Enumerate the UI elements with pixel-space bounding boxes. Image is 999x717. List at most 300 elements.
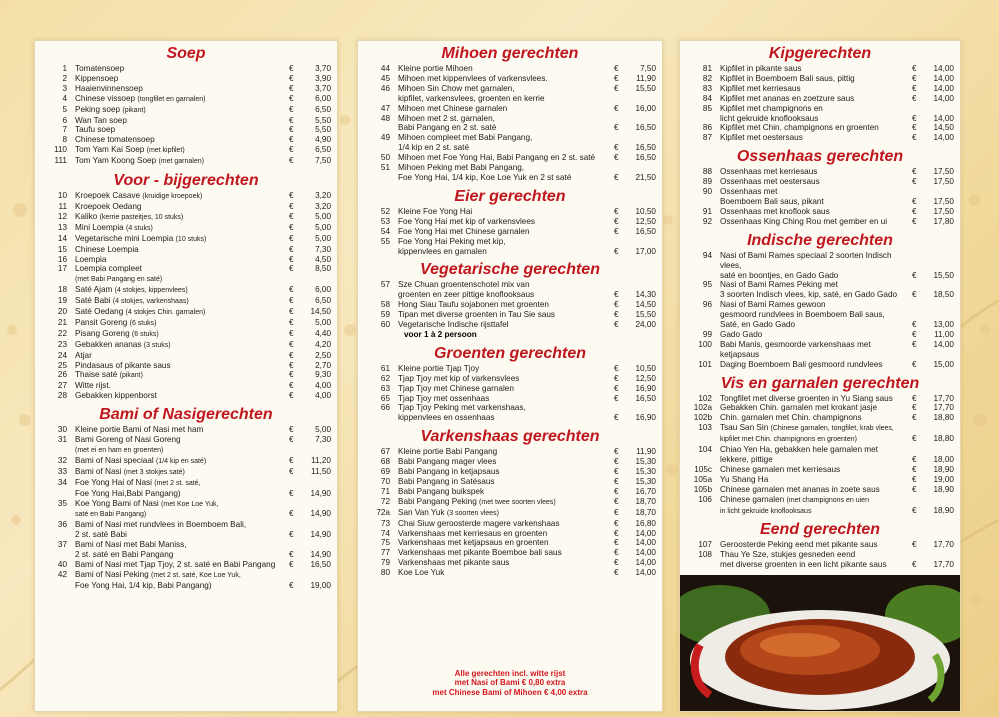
currency-symbol: € xyxy=(614,246,619,256)
item-name xyxy=(720,434,912,445)
item-name xyxy=(720,540,912,550)
item-name xyxy=(398,290,614,300)
item-number: 58 xyxy=(380,300,390,310)
item-name-text: Kleine portie Tjap Tjoy xyxy=(398,363,480,373)
item-name xyxy=(75,234,289,245)
item-price: 14,00 xyxy=(933,83,954,93)
menu-item-row xyxy=(41,105,331,116)
menu-item-row xyxy=(686,330,954,340)
item-name-text: Thaise saté xyxy=(75,370,118,380)
currency-symbol: € xyxy=(614,363,619,373)
menu-column-1 xyxy=(34,40,338,712)
item-number: 6 xyxy=(62,115,67,125)
item-name-text: Foe Yong Hai of Nasi xyxy=(75,477,152,487)
section-title: Mihoen gerechten xyxy=(441,45,579,62)
currency-symbol: € xyxy=(912,403,917,413)
item-name xyxy=(720,506,912,517)
menu-item-row xyxy=(41,116,331,126)
item-name-text: Kippensoep xyxy=(75,73,119,83)
item-name xyxy=(75,391,289,401)
item-name-text: Kaliko xyxy=(75,211,98,221)
item-name-text: Babi Pangang en 2 st. saté xyxy=(398,123,497,133)
menu-item-row xyxy=(364,300,656,310)
item-name xyxy=(398,519,614,529)
currency-symbol: € xyxy=(912,560,917,570)
item-number: 31 xyxy=(57,435,67,445)
item-name-text: Kipfilet met Chin. champignons en groenten xyxy=(720,123,879,133)
item-name xyxy=(398,143,614,153)
item-name xyxy=(720,64,912,74)
currency-symbol: € xyxy=(912,434,917,444)
menu-item-row xyxy=(364,64,656,74)
item-price: 12,50 xyxy=(635,216,656,226)
item-number: 48 xyxy=(380,113,390,123)
item-price: 10,50 xyxy=(635,363,656,373)
menu-item-row xyxy=(686,290,954,300)
item-name xyxy=(398,123,614,133)
item-name-text: Peking soep xyxy=(75,104,121,114)
item-description: (pikant) xyxy=(119,372,143,380)
menu-item-row xyxy=(364,538,656,548)
item-price: 3,70 xyxy=(315,64,331,73)
menu-item-row xyxy=(41,274,331,285)
menu-item-row xyxy=(364,94,656,104)
currency-symbol: € xyxy=(614,64,619,73)
item-number: 106 xyxy=(698,494,712,504)
currency-symbol: € xyxy=(289,135,294,145)
currency-symbol: € xyxy=(912,413,917,423)
item-name xyxy=(398,538,614,548)
menu-item-row xyxy=(41,435,331,445)
section-title: Eier gerechten xyxy=(454,187,566,205)
item-price: 11,20 xyxy=(311,455,331,465)
item-name xyxy=(720,403,912,413)
item-price: 14,00 xyxy=(933,93,954,103)
item-number: 67 xyxy=(380,447,390,457)
item-name-text: Tomatensoep xyxy=(75,64,125,73)
menu-section xyxy=(41,171,331,405)
menu-item-row xyxy=(364,133,656,143)
menu-section xyxy=(41,405,331,595)
item-name-text: Saté, en Gado Gado xyxy=(720,320,796,330)
item-price: 2,50 xyxy=(315,350,331,360)
menu-item-row xyxy=(364,558,656,568)
menu-item-row xyxy=(686,104,954,114)
item-number: 14 xyxy=(57,233,67,243)
item-price: 3,20 xyxy=(315,191,331,201)
item-description: (3 soorten vlees) xyxy=(446,509,500,517)
item-name-text: Chai Siuw geroosterde magere varkenshaas xyxy=(398,518,560,528)
section-title: Groenten gerechten xyxy=(433,344,587,362)
item-name xyxy=(720,114,912,124)
item-name xyxy=(720,104,912,114)
item-description: (met Babi Pangang en saté) xyxy=(75,276,163,284)
menu-item-row xyxy=(41,540,331,550)
item-name-text: Kleine portie Babi Pangang xyxy=(398,447,498,457)
item-price: 14,00 xyxy=(933,133,954,143)
item-name-text: Kleine portie Bami of Nasi met ham xyxy=(75,425,204,435)
item-number: 101 xyxy=(698,359,712,369)
menu-item-row xyxy=(364,163,656,173)
item-number: 92 xyxy=(702,216,712,226)
menu-section xyxy=(686,44,954,147)
item-number: 44 xyxy=(380,64,390,73)
currency-symbol: € xyxy=(289,317,294,327)
currency-symbol: € xyxy=(289,370,294,380)
item-name xyxy=(75,64,289,74)
item-number: 80 xyxy=(380,568,390,578)
item-name-text: Foe Yong Hai met kip of varkensvlees xyxy=(398,216,535,226)
currency-symbol: € xyxy=(289,488,294,498)
currency-symbol: € xyxy=(289,115,294,125)
currency-symbol: € xyxy=(289,381,294,391)
menu-item-row xyxy=(686,64,954,74)
item-price: 4,00 xyxy=(315,381,331,391)
menu-item-row xyxy=(364,403,656,413)
currency-symbol: € xyxy=(614,83,619,93)
currency-symbol: € xyxy=(289,425,294,435)
item-name xyxy=(720,560,912,570)
item-number: 105c xyxy=(694,464,712,474)
menu-item-row xyxy=(364,529,656,539)
currency-symbol: € xyxy=(289,233,294,243)
currency-symbol: € xyxy=(289,328,294,338)
menu-item-row xyxy=(686,133,954,143)
menu-item-row xyxy=(364,310,656,320)
item-price: 6,50 xyxy=(315,104,331,114)
item-name-text: licht gekruide knoflooksaus xyxy=(720,113,819,123)
item-price: 15,30 xyxy=(635,467,656,477)
item-name xyxy=(75,264,289,274)
item-price: 5,00 xyxy=(315,233,331,243)
item-number: 12 xyxy=(57,211,67,221)
item-price: 5,00 xyxy=(315,317,331,327)
item-name xyxy=(720,84,912,94)
item-name xyxy=(398,508,614,519)
currency-symbol: € xyxy=(289,73,294,83)
item-number: 65 xyxy=(380,393,390,403)
menu-item-row xyxy=(364,153,656,163)
currency-symbol: € xyxy=(912,73,917,83)
item-number: 51 xyxy=(380,163,390,173)
menu-item-row xyxy=(41,489,331,499)
item-number: 102 xyxy=(698,393,712,403)
item-name-text: Varkenshaas met pikante Boemboe bali saus xyxy=(398,548,562,558)
item-number: 105b xyxy=(693,484,712,494)
item-name xyxy=(398,280,614,290)
item-name xyxy=(720,340,912,360)
item-price: 16,50 xyxy=(635,393,656,403)
item-name-text: Ossenhaas met kerriesaus xyxy=(720,167,818,177)
item-name-text: Pansit Goreng xyxy=(75,317,128,327)
item-name-text: Foe Yong Hai Peking met kip, xyxy=(398,236,506,246)
item-name xyxy=(75,581,289,591)
item-number: 52 xyxy=(380,206,390,216)
item-description: (4 stuks) xyxy=(125,224,153,232)
item-name xyxy=(398,548,614,558)
item-name xyxy=(720,394,912,404)
menu-item-row xyxy=(41,550,331,560)
currency-symbol: € xyxy=(289,466,294,476)
menu-item-row xyxy=(686,300,954,310)
item-name xyxy=(75,135,289,145)
item-name-text: Mihoen met kippenvlees of varkensvlees. xyxy=(398,73,548,83)
item-name xyxy=(398,467,614,477)
item-name xyxy=(75,520,289,530)
menu-item-row xyxy=(686,310,954,320)
item-number: 23 xyxy=(57,339,67,349)
menu-item-row xyxy=(686,114,954,124)
item-name xyxy=(75,94,289,105)
menu-item-row xyxy=(686,74,954,84)
item-name xyxy=(398,529,614,539)
item-name-text: San Van Yuk xyxy=(398,507,445,517)
item-number: 74 xyxy=(380,528,390,538)
item-name-text: Bami of Nasi xyxy=(75,466,122,476)
menu-item-row xyxy=(364,457,656,467)
currency-symbol: € xyxy=(614,320,619,330)
currency-symbol: € xyxy=(912,167,917,177)
currency-symbol: € xyxy=(614,73,619,83)
currency-symbol: € xyxy=(614,206,619,216)
item-name xyxy=(398,457,614,467)
item-name-text: Nasi of Bami Rames speciaal 2 soorten Indisch vlees, xyxy=(720,250,892,270)
item-price: 14,00 xyxy=(635,558,656,568)
item-name-text: Tipan met diverse groenten in Tau Sie saus xyxy=(398,310,556,320)
item-number: 2 xyxy=(62,73,67,83)
menu-item-row xyxy=(41,570,331,581)
menu-item-row xyxy=(686,123,954,133)
item-number: 30 xyxy=(57,425,67,435)
item-name-text: Mihoen Peking met Babi Pangang, xyxy=(398,163,525,173)
currency-symbol: € xyxy=(912,196,917,206)
currency-symbol: € xyxy=(289,509,294,519)
item-name-text: Babi Pangang in Satésaus xyxy=(398,477,495,486)
menu-item-row xyxy=(686,167,954,177)
section-title: Bami of Nasigerechten xyxy=(99,406,273,424)
item-name-text: Tongfilet met diverse groenten in Yu Siang saus xyxy=(720,393,893,403)
menu-column-2 xyxy=(357,40,663,712)
item-number: 88 xyxy=(702,167,712,177)
item-price: 16,50 xyxy=(310,559,331,569)
item-name-text: Chin. garnalen met Chin. champignons xyxy=(720,413,862,423)
menu-item-row xyxy=(41,425,331,435)
item-name xyxy=(75,223,289,234)
menu-item-row xyxy=(364,123,656,133)
item-name-text: Babi Pangang Peking xyxy=(398,496,477,506)
item-description: (met 3 stokjes saté) xyxy=(123,468,185,476)
currency-symbol: € xyxy=(289,285,294,295)
item-name xyxy=(720,187,912,197)
menu-item-row xyxy=(364,568,656,578)
item-number: 42 xyxy=(57,569,67,579)
item-name-text: Chiao Yen Ha, gebakken hele garnalen met xyxy=(720,445,878,455)
menu-item-row xyxy=(41,74,331,84)
menu-item-row xyxy=(364,477,656,487)
item-name xyxy=(720,485,912,495)
item-price: 4,40 xyxy=(315,328,331,338)
item-name xyxy=(720,167,912,177)
currency-symbol: € xyxy=(912,216,917,226)
item-name-text: Tjap Tjoy met kip of varkensvlees xyxy=(398,373,520,383)
item-name-text: Bami of Nasi met Tjap Tjoy, 2 st. saté en Babi Pangang xyxy=(75,559,276,569)
item-number: 85 xyxy=(702,103,712,113)
currency-symbol: € xyxy=(614,538,619,548)
item-price: 8,50 xyxy=(315,264,331,274)
menu-item-row xyxy=(364,290,656,300)
currency-symbol: € xyxy=(289,191,294,201)
item-name xyxy=(720,74,912,84)
item-number: 32 xyxy=(57,455,67,465)
item-price: 16,00 xyxy=(635,103,656,113)
menu-item-row xyxy=(364,548,656,558)
item-name-text: Varkenshaas met ketjapsaus en groenten xyxy=(398,538,549,548)
item-price: 17,80 xyxy=(933,216,954,226)
item-name-text: Hong Siau Taufu sojabonen met groenten xyxy=(398,300,549,310)
item-name-text: Bami of Nasi met Babi Maniss, xyxy=(75,540,187,550)
item-name xyxy=(720,94,912,104)
item-name-text: Kroepoek Casave xyxy=(75,191,141,201)
item-name xyxy=(75,540,289,550)
item-number: 26 xyxy=(57,370,67,380)
item-name-text: Boemboem Bali saus, pikant xyxy=(720,196,824,206)
item-name xyxy=(75,560,289,570)
item-name-text: gesmoord rundvlees in Boemboem Bali saus, xyxy=(720,310,885,320)
item-name xyxy=(75,145,289,156)
item-price: 14,00 xyxy=(635,548,656,558)
item-number: 87 xyxy=(702,133,712,143)
item-price: 15,50 xyxy=(635,83,656,93)
item-price: 7,50 xyxy=(640,64,656,73)
item-name-text: Bami of Nasi Peking xyxy=(75,569,149,579)
item-name-text: Wan Tan soep xyxy=(75,115,127,125)
rice-footnote xyxy=(358,669,662,698)
item-number: 82 xyxy=(702,73,712,83)
item-number: 7 xyxy=(62,125,67,135)
item-name-text: Bami of Nasi met rundvlees in Boemboem Bali, xyxy=(75,520,247,530)
item-number: 10 xyxy=(57,191,67,201)
item-price: 6,50 xyxy=(315,296,331,306)
menu-item-row xyxy=(41,478,331,489)
item-name-text: lekkere, pittige xyxy=(720,455,773,464)
item-price: 14,00 xyxy=(933,73,954,83)
currency-symbol: € xyxy=(614,310,619,320)
menu-item-row xyxy=(686,340,954,360)
item-name-text: Mihoen compleet met Babi Pangang, xyxy=(398,133,533,143)
item-description: (4 stokjes, kippenvlees) xyxy=(114,287,188,295)
item-name-text: Bami Goreng of Nasi Goreng xyxy=(75,435,181,445)
footnote-line: met Nasi of Bami € 0,80 extra xyxy=(454,678,566,687)
section-spacer xyxy=(686,570,954,574)
menu-item-row xyxy=(364,413,656,423)
item-number: 3 xyxy=(62,83,67,93)
item-name xyxy=(75,329,289,340)
item-price: 18,90 xyxy=(933,505,954,515)
currency-symbol: € xyxy=(912,270,917,280)
currency-symbol: € xyxy=(912,359,917,369)
item-number: 90 xyxy=(702,187,712,197)
menu-item-row xyxy=(364,364,656,374)
item-description: (met Koe Loe Yuk, xyxy=(161,500,219,508)
currency-symbol: € xyxy=(912,339,917,349)
item-name xyxy=(75,255,289,265)
item-number: 79 xyxy=(380,558,390,568)
currency-symbol: € xyxy=(289,435,294,445)
item-name-text: Mihoen Sin Chow met garnalen, xyxy=(398,83,515,93)
item-name xyxy=(75,307,289,318)
item-number: 49 xyxy=(380,133,390,143)
item-name-text: kippenvlees en ossenhaas xyxy=(398,413,495,423)
menu-item-row xyxy=(41,125,331,135)
item-number: 107 xyxy=(698,540,712,550)
item-name xyxy=(720,217,912,227)
item-name xyxy=(75,370,289,381)
menu-item-row xyxy=(41,156,331,167)
menu-section xyxy=(364,344,656,427)
menu-item-row xyxy=(364,394,656,404)
item-price: 11,90 xyxy=(636,73,656,83)
item-name xyxy=(720,177,912,187)
item-price: 15,30 xyxy=(635,477,656,486)
item-price: 3,70 xyxy=(315,83,331,93)
item-name-text: Chinese tomatensoep xyxy=(75,135,155,145)
item-price: 14,00 xyxy=(635,568,656,578)
currency-symbol: € xyxy=(614,467,619,477)
currency-symbol: € xyxy=(289,244,294,254)
item-number: 84 xyxy=(702,93,712,103)
item-name-text: Varkenshaas met pikante saus xyxy=(398,558,510,568)
item-name xyxy=(398,300,614,310)
item-description: (tongfilet en garnalen) xyxy=(137,95,206,103)
item-name-text: Saté Babi xyxy=(75,296,111,306)
menu-item-row xyxy=(364,384,656,394)
item-number: 11 xyxy=(58,201,67,211)
menu-item-row xyxy=(686,495,954,506)
item-description: (kerrie pasteitjes, 10 stuks) xyxy=(99,213,184,221)
item-name-text: Tjap Tjoy Peking met varkenshaas, xyxy=(398,403,526,413)
currency-symbol: € xyxy=(289,530,294,540)
item-name-text: Foe Yong Hai met Chinese garnalen xyxy=(398,226,530,236)
item-price: 16,50 xyxy=(635,153,656,163)
item-number: 54 xyxy=(380,226,390,236)
item-name-text: Babi Pangang in ketjapsaus xyxy=(398,467,500,477)
item-name-text: Mihoen met Foe Yong Hai, Babi Pangang en 2 st. saté xyxy=(398,153,596,163)
section-spacer xyxy=(364,578,656,582)
menu-section xyxy=(364,187,656,261)
item-price: 2,70 xyxy=(315,360,331,370)
item-number: 24 xyxy=(57,350,67,360)
item-price: 5,00 xyxy=(315,425,331,435)
item-number: 77 xyxy=(380,548,390,558)
item-number: 71 xyxy=(380,486,390,496)
currency-symbol: € xyxy=(289,559,294,569)
item-price: 14,90 xyxy=(310,550,331,560)
item-name xyxy=(75,425,289,435)
currency-symbol: € xyxy=(614,123,619,133)
item-name xyxy=(398,227,614,237)
menu-item-row xyxy=(686,320,954,330)
item-name-text: Tom Yam Koong Soep xyxy=(75,156,157,166)
item-number: 96 xyxy=(702,300,712,310)
item-description: (Chinese garnalen, tongfilet, krab vlees, xyxy=(770,425,894,433)
item-name xyxy=(398,558,614,568)
item-number: 13 xyxy=(57,222,67,232)
item-number: 66 xyxy=(380,403,390,413)
item-name-text: Tom Yam Kai Soep xyxy=(75,145,145,155)
currency-symbol: € xyxy=(289,550,294,560)
currency-symbol: € xyxy=(912,455,917,464)
menu-item-row xyxy=(686,506,954,517)
